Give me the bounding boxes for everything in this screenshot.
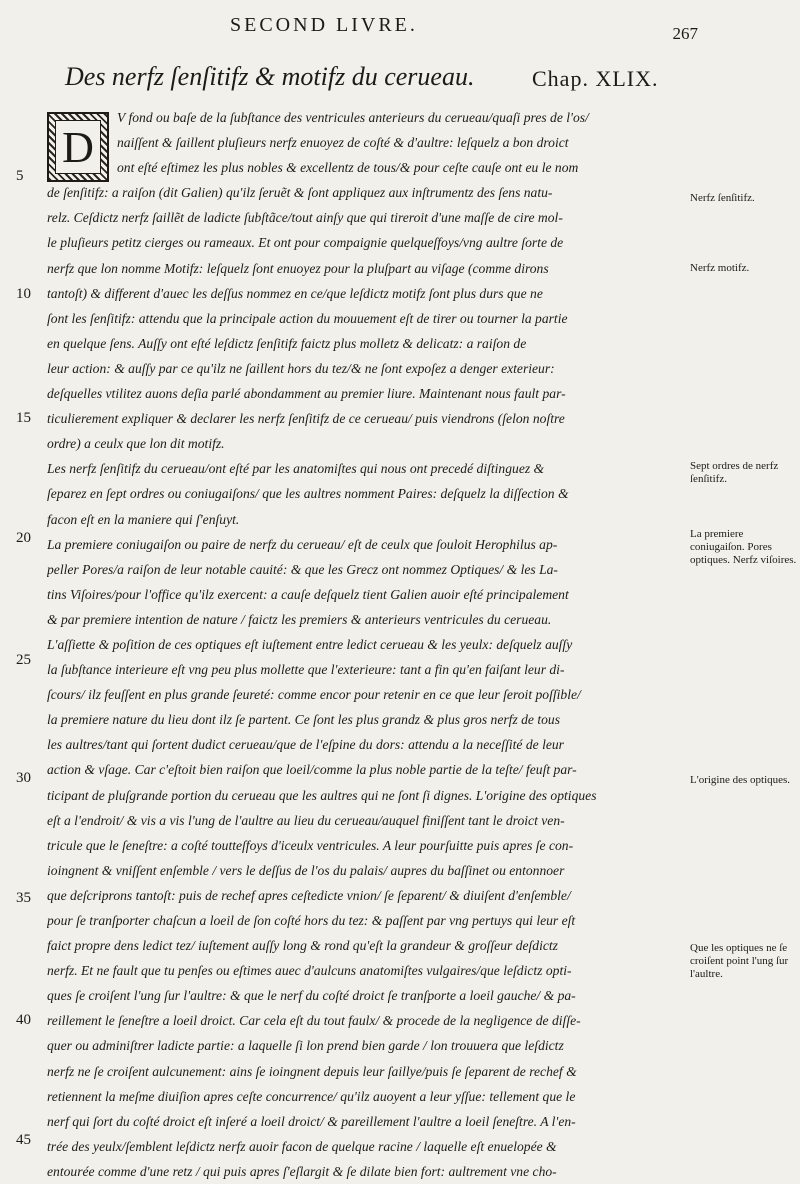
margin-note: L'origine des optiques. bbox=[690, 774, 791, 786]
margin-note: Nerfz ſenſitifz. bbox=[690, 192, 755, 204]
text-line: action & vſage. Car c'eſtoit bien raiſon que loeil/comme la plus noble partie de la teſte/ feuſt par- bbox=[47, 762, 577, 778]
text-line: trée des yeulx/ſemblent leſdictz nerfz auoir facon de quelque racine / laquelle eſt enuelopée & bbox=[47, 1138, 557, 1154]
text-line: ſeparez en ſept ordres ou coniugaiſons/ que les aultres nomment Paires: deſquelz la diſſection & bbox=[47, 486, 569, 502]
text-line: naiſſent & ſaillent pluſieurs nerfz enuoyez de coſté & d'aultre: leſquelz a bon droict bbox=[117, 135, 569, 151]
text-line: entourée comme d'une retz / qui puis apres ſ'eſlargit & ſe dilate bien fort: aultrement vne cho- bbox=[47, 1163, 557, 1179]
text-line: que deſcriprons tantoſt: puis de rechef apres ceſtedicte vnion/ ſe ſeparent/ & diuiſent d'enſemble/ bbox=[47, 887, 571, 903]
line-number: 30 bbox=[16, 770, 31, 786]
text-line: ticipant de pluſgrande portion du cerueau que les aultres qui ne ſont ſi dignes. L'origine des optiques bbox=[47, 787, 597, 803]
text-line: relz. Ceſdictz nerfz ſaillẽt de ladicte ſubſtãce/tout ainſy que qui tireroit d'une maſſe de cire mol- bbox=[47, 210, 563, 226]
text-line: pour ſe tranſporter chaſcun a loeil de ſon coſté hors du tez: & paſſent par vng pertuys qui leur eſt bbox=[47, 913, 576, 928]
text-line: facon eſt en la maniere qui ſ'enſuyt. bbox=[47, 511, 240, 527]
running-head: SECOND LIVRE. bbox=[230, 14, 418, 36]
text-line: tantoſt) & different d'auec les deſſus nommez en ce/que leſdictz motifz ſont plus durs que ne bbox=[47, 285, 543, 301]
text-line: L'aſſiette & poſition de ces optiques eſt iuſtement entre ledict cerueau & les yeulx: deſquelz auſſy bbox=[47, 636, 573, 652]
page-number: 267 bbox=[672, 24, 698, 43]
text-line: quer ou adminiſtrer ladicte partie: a laquelle ſi lon prend bien garde / lon trouuera que leſdictz bbox=[47, 1038, 564, 1054]
body-text bbox=[47, 105, 687, 1184]
text-line: nerf qui ſort du coſté droict eſt inſeré a loeil droict/ & pareillement l'aultre a loeil ſeneſtre. A l'en- bbox=[47, 1113, 576, 1129]
line-number: 20 bbox=[16, 530, 31, 546]
text-line: faict propre dens ledict tez/ iuſtement auſſy long & rond qu'eſt la grandeur & groſſeur deſdictz bbox=[47, 938, 558, 954]
text-line: ticulierement expliquer & declarer les nerfz ſenſitifz de ce cerueau/ puis viendrons (ſelon noſtre bbox=[47, 411, 565, 427]
text-line: leur action: & auſſy par ce qu'ilz ne ſaillent hors du tez/& ne ſont expoſez a denger exterieur: bbox=[47, 360, 555, 376]
text-line: le pluſieurs petitz cierges ou rameaux. Et ont pour compaignie quelqueſfoys/vng aultre ſorte de bbox=[47, 235, 564, 251]
line-number: 25 bbox=[16, 652, 31, 668]
text-line: ordre) a ceulx que lon dit motifz. bbox=[47, 436, 225, 452]
text-line: & par premiere intention de nature / faictz les premiers & anterieurs ventricules du cerueau. bbox=[47, 611, 552, 627]
line-number: 35 bbox=[16, 890, 31, 906]
text-line: retiennent la meſme diuiſion apres ceſte concurrence/ qu'ilz auoyent a leur yſſue: tellement que le bbox=[47, 1088, 576, 1104]
line-number: 40 bbox=[16, 1012, 31, 1028]
text-line: tins Viſoires/pour l'office qu'ilz exercent: a cauſe deſquelz tient Galien auoir eſté principalement bbox=[47, 586, 569, 602]
text-line: de ſenſitifz: a raiſon (dit Galien) qu'ilz ſeruẽt & ſont appliquez aux inſtrumentz des ſens natu- bbox=[47, 185, 553, 201]
margin-note: Sept ordres de nerfz ſenſitifz. bbox=[690, 460, 779, 485]
margin-note: Que les optiques ne ſe croiſent point l'ung ſur l'aultre. bbox=[690, 942, 789, 980]
text-line: ques ſe croiſent l'ung ſur l'aultre: & que le nerf du coſté droict ſe tranſporte a loeil gauche/ & pa- bbox=[47, 988, 576, 1004]
initial-letter: D bbox=[55, 120, 101, 174]
line-number: 45 bbox=[16, 1132, 31, 1148]
text-line: la ſubſtance interieure eſt vng peu plus mollette que l'exterieure: tant a fin qu'en faiſant leur di- bbox=[47, 662, 565, 678]
line-number: 15 bbox=[16, 410, 31, 426]
text-line: deſquelles vtilitez auons deſia parlé abondamment au premier liure. Maintenant nous fault par- bbox=[47, 386, 566, 402]
text-line: en quelque ſens. Auſſy ont eſté leſdictz ſenſitifz faictz plus molletz & delicatz: a raiſon de bbox=[47, 335, 527, 351]
text-line: ont eſté eſtimez les plus nobles & excellentz de tous/& pour ceſte cauſe ont eu le nom bbox=[117, 160, 579, 176]
text-line: La premiere coniugaiſon ou paire de nerfz du cerueau/ eſt de ceulx que ſouloit Herophilus ap- bbox=[47, 536, 558, 552]
margin-note: La premiere coniugaiſon. Pores optiques. Nerfz viſoires. bbox=[690, 528, 797, 566]
chapter-title: Des nerfz ſenſitifz & motifz du cerueau. bbox=[65, 62, 475, 91]
text-line: ſcours/ ilz feuſſent en plus grande ſeureté: comme encor pour retenir en ce que leur ſeroit poſſible/ bbox=[47, 687, 581, 703]
text-line: tricule que le ſeneſtre: a coſté toutteſfoys d'iceulx ventricules. A leur pourſuitte puis apres ſe con- bbox=[47, 837, 574, 853]
text-line: ioingnent & vniſſent enſemble / vers le deſſus de l'os du palais/ aupres du baſſinet ou entonnoer bbox=[47, 862, 565, 878]
text-line: reillement le ſeneſtre a loeil droict. Car cela eſt du tout faulx/ & procede de la negligence de diſſe- bbox=[47, 1013, 581, 1029]
text-line: peller Pores/a raiſon de leur notable cauité: & que les Grecz ont nommez Optiques/ & les La- bbox=[47, 561, 558, 577]
margin-note: Nerfz motifz. bbox=[690, 262, 750, 274]
text-line: Les nerfz ſenſitifz du cerueau/ont eſté par les anatomiſtes qui nous ont precedé diſtinguez & bbox=[47, 461, 545, 477]
text-line: V fond ou baſe de la ſubſtance des ventricules anterieurs du cerueau/quaſi pres de l'os/ bbox=[117, 110, 589, 125]
line-number: 10 bbox=[16, 286, 31, 302]
text-line: la premiere nature du lieu dont ilz ſe partent. Ce ſont les plus grandz & plus gros nerfz de tous bbox=[47, 712, 561, 728]
text-line: ſont les ſenſitifz: attendu que la principale action du mouuement eſt de tirer ou tourner la partie bbox=[47, 310, 568, 326]
text-line: nerfz que lon nomme Motifz: leſquelz ſont enuoyez pour la pluſpart au viſage (comme dirons bbox=[47, 260, 549, 276]
text-line: eſt a l'endroit/ & vis a vis l'ung de l'aultre au lieu du cerueau/auquel finiſſent tant le droict ven- bbox=[47, 812, 565, 828]
text-line: nerfz. Et ne fault que tu penſes ou eſtimes auec d'aulcuns anatomiſtes vulgaires/que leſdictz opti- bbox=[47, 963, 572, 979]
chapter-label: Chap. XLIX. bbox=[532, 66, 659, 91]
text-line: les aultres/tant qui ſortent dudict cerueau/que de l'eſpine du dors: attendu a la neceſſité de leur bbox=[47, 737, 564, 753]
line-number: 5 bbox=[16, 168, 24, 184]
text-line: nerfz ne ſe croiſent aulcunement: ains ſe ioingnent depuis leur ſaillye/puis ſe ſeparent de rechef & bbox=[47, 1063, 577, 1079]
